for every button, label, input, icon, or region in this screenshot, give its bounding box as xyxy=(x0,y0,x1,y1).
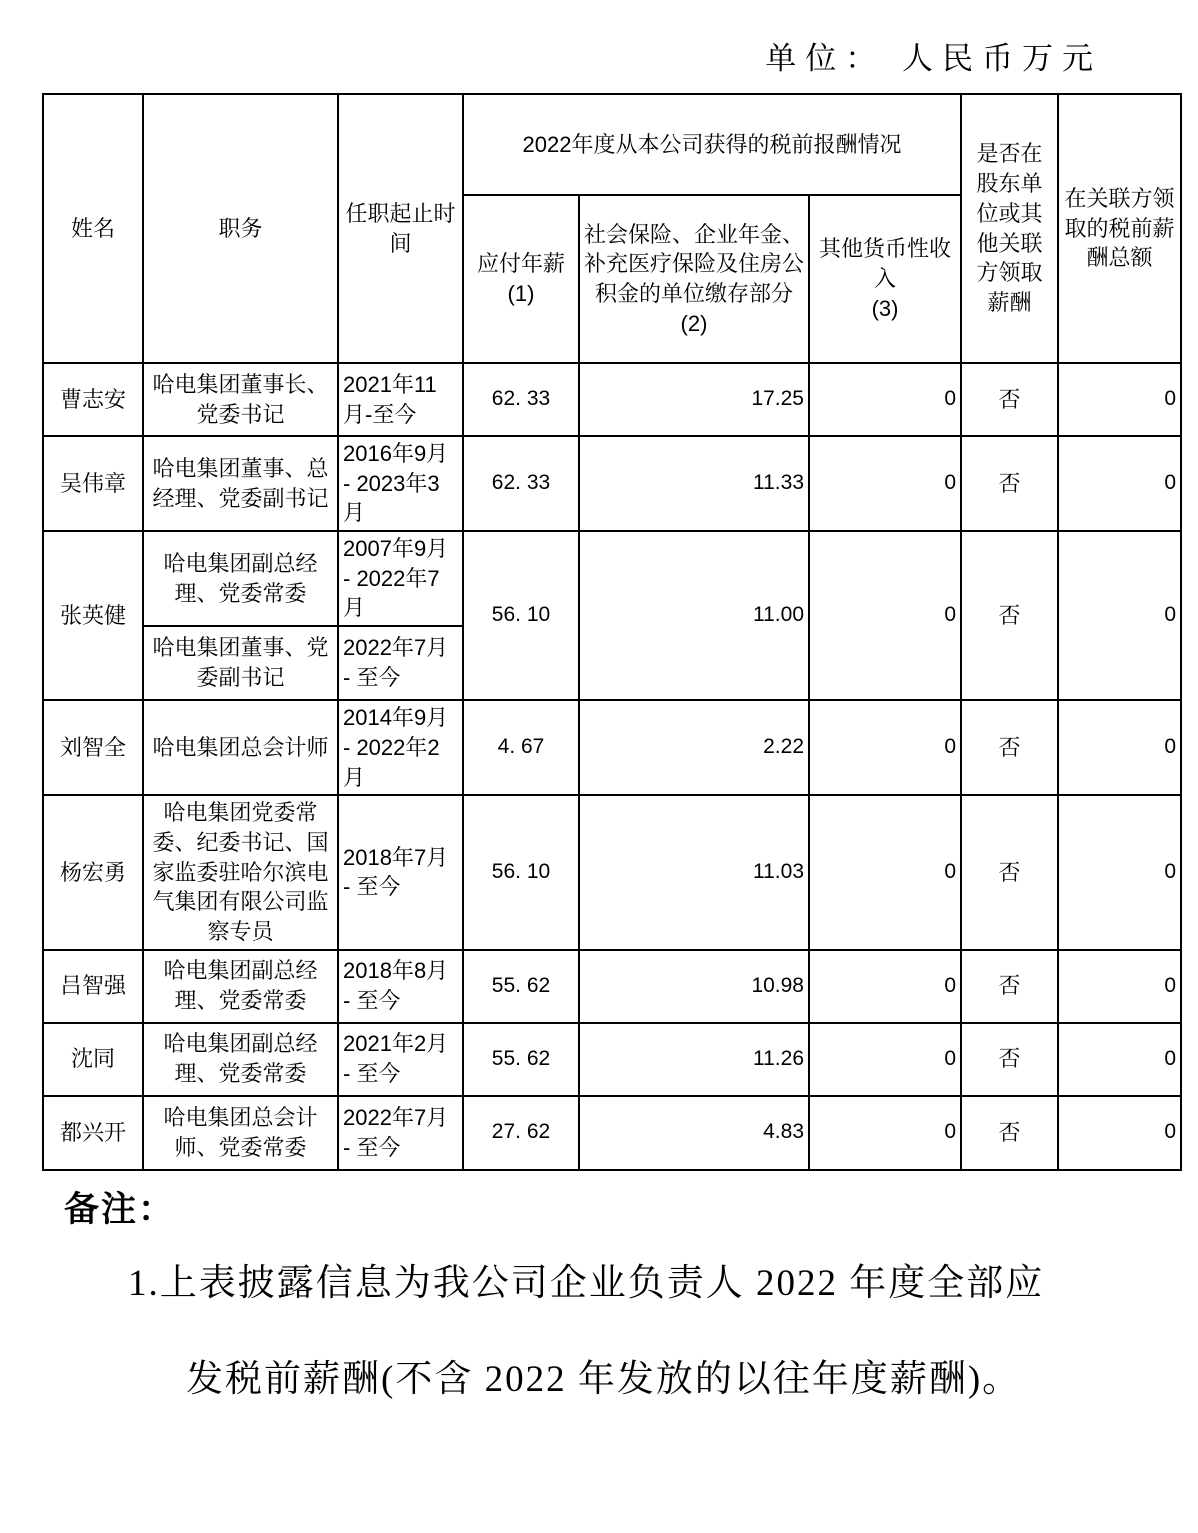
term-cell: 2014年9月 - 2022年2月 xyxy=(338,700,463,795)
salary-cell: 62. 33 xyxy=(463,363,579,436)
insurance-cell: 11.26 xyxy=(579,1023,809,1096)
table-row-liuzhiquan xyxy=(43,700,1181,795)
position-cell: 哈电集团副总经理、党委常委 xyxy=(143,1023,338,1096)
position-cell: 哈电集团总会计师 xyxy=(143,700,338,795)
salary-cell: 27. 62 xyxy=(463,1096,579,1170)
position-cell: 哈电集团董事、总经理、党委副书记 xyxy=(143,436,338,531)
related-total-cell: 0 xyxy=(1058,1023,1181,1096)
header-salary-label: 应付年薪 xyxy=(476,251,565,277)
table-row-zhangyingjian-a xyxy=(43,531,1181,626)
related-total-cell: 0 xyxy=(1058,1096,1181,1170)
other-income-cell: 0 xyxy=(809,531,961,700)
position-cell: 哈电集团副总经理、党委常委 xyxy=(143,950,338,1023)
related-total-cell: 0 xyxy=(1058,950,1181,1023)
insurance-cell: 4.83 xyxy=(579,1096,809,1170)
header-salary-num: (1) xyxy=(507,281,535,306)
term-cell: 2018年8月 - 至今 xyxy=(338,950,463,1023)
header-related-party: 是否在股东单位或其他关联方领取薪酬 xyxy=(961,94,1058,363)
compensation-table xyxy=(42,93,1182,1171)
other-income-cell: 0 xyxy=(809,1023,961,1096)
insurance-cell: 10.98 xyxy=(579,950,809,1023)
header-term: 任职起止时间 xyxy=(338,94,463,363)
header-insurance xyxy=(579,195,809,363)
name-cell: 吴伟章 xyxy=(43,436,143,531)
salary-cell: 55. 62 xyxy=(463,1023,579,1096)
header-other-label: 其他货币性收入 xyxy=(819,236,952,292)
salary-cell: 55. 62 xyxy=(463,950,579,1023)
term-cell: 2022年7月 - 至今 xyxy=(338,626,463,700)
notes-title: 备注： xyxy=(64,1190,176,1229)
header-position: 职务 xyxy=(143,94,338,363)
header-other-income xyxy=(809,195,961,363)
term-cell: 2007年9月 - 2022年7月 xyxy=(338,531,463,626)
header-other-num: (3) xyxy=(871,295,899,321)
related-total-cell: 0 xyxy=(1058,363,1181,436)
salary-cell: 56. 10 xyxy=(463,795,579,949)
insurance-cell: 17.25 xyxy=(579,363,809,436)
header-salary xyxy=(463,195,579,363)
position-cell: 哈电集团总会计师、党委常委 xyxy=(143,1096,338,1170)
related-party-cell: 否 xyxy=(961,950,1058,1023)
table-row-lvzhiqiang xyxy=(43,950,1181,1023)
table-row-caozhian xyxy=(43,363,1181,436)
insurance-cell: 11.00 xyxy=(579,531,809,700)
salary-cell: 4. 67 xyxy=(463,700,579,795)
notes-line-2: 发税前薪酬(不含 2022 年发放的以往年度薪酬)。 xyxy=(186,1359,1022,1400)
term-cell: 2022年7月 - 至今 xyxy=(338,1096,463,1170)
name-cell: 刘智全 xyxy=(43,700,143,795)
name-cell: 张英健 xyxy=(43,531,143,700)
name-cell: 都兴开 xyxy=(43,1096,143,1170)
other-income-cell: 0 xyxy=(809,363,961,436)
other-income-cell: 0 xyxy=(809,1096,961,1170)
other-income-cell: 0 xyxy=(809,436,961,531)
related-party-cell: 否 xyxy=(961,436,1058,531)
other-income-cell: 0 xyxy=(809,700,961,795)
term-cell: 2018年7月 - 至今 xyxy=(338,795,463,949)
related-total-cell: 0 xyxy=(1058,795,1181,949)
table-row-duxingkai xyxy=(43,1096,1181,1170)
insurance-cell: 11.03 xyxy=(579,795,809,949)
position-cell: 哈电集团副总经理、党委常委 xyxy=(143,531,338,626)
table-row-yanghongyong xyxy=(43,795,1181,949)
salary-cell: 56. 10 xyxy=(463,531,579,700)
related-party-cell: 否 xyxy=(961,1096,1058,1170)
related-total-cell: 0 xyxy=(1058,436,1181,531)
header-group-2022: 2022年度从本公司获得的税前报酬情况 xyxy=(463,94,961,195)
table-row-wuweizhang xyxy=(43,436,1181,531)
unit-label: 单位： 人民币万元 xyxy=(765,41,1102,76)
table-row-shentong xyxy=(43,1023,1181,1096)
header-name: 姓名 xyxy=(43,94,143,363)
term-cell: 2016年9月 - 2023年3月 xyxy=(338,436,463,531)
related-total-cell: 0 xyxy=(1058,700,1181,795)
term-cell: 2021年2月 - 至今 xyxy=(338,1023,463,1096)
position-cell: 哈电集团党委常委、纪委书记、国家监委驻哈尔滨电气集团有限公司监察专员 xyxy=(143,795,338,949)
insurance-cell: 2.22 xyxy=(579,700,809,795)
related-party-cell: 否 xyxy=(961,1023,1058,1096)
header-insurance-num: (2) xyxy=(680,310,708,336)
related-party-cell: 否 xyxy=(961,363,1058,436)
header-insurance-label: 社会保险、企业年金、补充医疗保险及住房公积金的单位缴存部分 xyxy=(584,221,805,306)
position-cell: 哈电集团董事长、党委书记 xyxy=(143,363,338,436)
salary-cell: 62. 33 xyxy=(463,436,579,531)
header-row-top xyxy=(43,94,1181,195)
term-cell: 2021年11月-至今 xyxy=(338,363,463,436)
name-cell: 曹志安 xyxy=(43,363,143,436)
position-cell: 哈电集团董事、党委副书记 xyxy=(143,626,338,700)
related-party-cell: 否 xyxy=(961,700,1058,795)
header-related-total: 在关联方领取的税前薪酬总额 xyxy=(1058,94,1181,363)
notes-line-1: 1.上表披露信息为我公司企业负责人 2022 年度全部应 xyxy=(128,1263,1045,1304)
related-party-cell: 否 xyxy=(961,795,1058,949)
name-cell: 杨宏勇 xyxy=(43,795,143,949)
other-income-cell: 0 xyxy=(809,950,961,1023)
other-income-cell: 0 xyxy=(809,795,961,949)
related-party-cell: 否 xyxy=(961,531,1058,700)
insurance-cell: 11.33 xyxy=(579,436,809,531)
related-total-cell: 0 xyxy=(1058,531,1181,700)
name-cell: 沈同 xyxy=(43,1023,143,1096)
name-cell: 吕智强 xyxy=(43,950,143,1023)
